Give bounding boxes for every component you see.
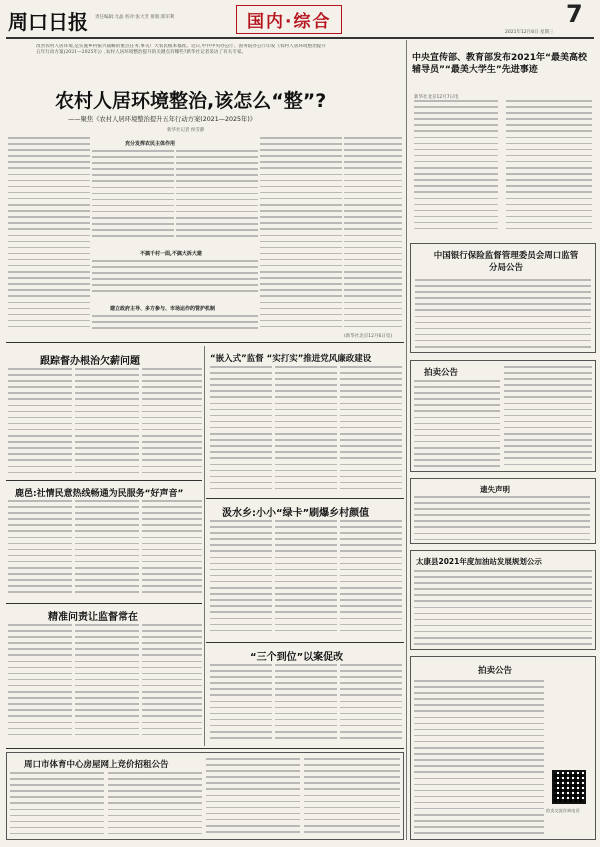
sports-body-4 — [304, 758, 400, 836]
lead-bottom-rule — [6, 342, 404, 343]
sports-body-3 — [206, 758, 300, 836]
lead-col-1 — [8, 137, 90, 333]
article-5-col-3 — [142, 624, 202, 744]
right-top-col-1 — [414, 100, 498, 235]
lead-col-4 — [260, 137, 342, 333]
article-5-col-2 — [75, 624, 139, 744]
taikang-body — [414, 570, 592, 646]
article-6-col-3 — [340, 664, 402, 744]
lead-col-5 — [344, 137, 402, 333]
auction1-body-1 — [414, 380, 500, 468]
lead-subhead-1: 充分发挥农民主体作用 — [125, 141, 176, 147]
section-title: 国内·综合 — [236, 5, 342, 34]
divider-a2 — [206, 498, 404, 499]
qr-code — [552, 770, 586, 804]
article-title-4: 汲水乡:小小“绿卡”刷爆乡村颜值 — [222, 508, 370, 519]
lost-body — [414, 496, 590, 542]
left-mid-divider — [204, 346, 205, 746]
lead-subtitle: ——聚焦《农村人居环境整治提升五年行动方案(2021—2025年)》 — [68, 116, 257, 123]
article-6-col-1 — [210, 664, 272, 744]
lead-col-2 — [92, 150, 174, 246]
article-3-col-2 — [75, 500, 139, 600]
masthead-meta: 责任编辑:尤晶 校对:张大芳 排版:郑军利 — [95, 15, 175, 20]
notice-banking-title: 中国银行保险监督管理委员会周口监管分局公告 — [433, 251, 579, 273]
divider-a3 — [6, 603, 202, 604]
article-2-col-1 — [210, 366, 272, 496]
article-1-col-2 — [75, 368, 139, 478]
divider-a1 — [6, 480, 202, 481]
divider-bottom-left — [6, 748, 404, 749]
lead-col-2b — [92, 260, 258, 300]
auction2-body — [414, 680, 544, 836]
article-1-col-1 — [8, 368, 72, 478]
lead-title: 农村人居环境整治,该怎么“整”? — [55, 90, 327, 112]
contacts-note: 拍卖交流咨询电话 — [546, 808, 580, 813]
lost-title: 遗失声明 — [480, 485, 510, 494]
lead-subhead-2: 不搞千村一面,不搞大拆大建 — [140, 251, 202, 257]
top-rule — [6, 37, 594, 39]
article-title-5: 精准问责让监督常在 — [48, 612, 138, 623]
article-4-col-2 — [275, 520, 337, 638]
divider-a4 — [206, 642, 404, 643]
article-3-col-3 — [142, 500, 202, 600]
page-number: 7 — [566, 0, 583, 28]
lead-source: (新华社北京12月6日电) — [344, 334, 393, 339]
auction2-title: 拍卖公告 — [478, 666, 513, 676]
masthead-date: 2021年12月8日 星期三 — [505, 30, 554, 35]
article-title-6: “三个到位”以案促改 — [250, 652, 344, 663]
notice-banking-body — [415, 279, 591, 351]
article-2-col-2 — [275, 366, 337, 496]
lead-subhead-3: 建立政府主导、多方参与、市场运作的管护机制 — [110, 306, 216, 312]
right-column-divider — [406, 40, 407, 840]
masthead-logo: 周口日报 — [8, 10, 88, 34]
article-title-1: 跟踪督办根治欠薪问题 — [40, 356, 140, 367]
right-top-title: 中央宣传部、教育部发布2021年“最美高校辅导员”“最美大学生”先进事迹 — [412, 53, 587, 75]
article-5-col-1 — [8, 624, 72, 744]
lead-byline: 新华社记者 侯雪静 — [167, 128, 205, 133]
right-top-col-2 — [506, 100, 592, 235]
article-2-col-3 — [340, 366, 402, 496]
lead-col-3 — [176, 150, 258, 246]
article-1-col-3 — [142, 368, 202, 478]
auction1-title: 拍卖公告 — [424, 368, 459, 378]
sports-body-2 — [108, 772, 202, 836]
sports-body-1 — [10, 772, 104, 836]
lead-intro: 改善农村人居环境,是实施乡村振兴战略的重点任务,事关广大农民根本福祉。近日,中共中央办公厅、国务院办公厅印发《农村人居环境整治提升五年行动方案(2021—2025年)》,农村人居环境整治提升的关键点有哪些?新华社记者采访了有关专家。 — [36, 44, 326, 55]
lead-col-2c — [92, 315, 258, 333]
taikang-title: 太康县2021年度加油站发展规划公示 — [416, 557, 542, 566]
sports-title: 周口市体育中心房屋网上竞价招租公告 — [24, 760, 169, 770]
article-title-2: “嵌入式”监督 “实打实”推进党风廉政建设 — [210, 354, 372, 364]
auction1-body-2 — [504, 366, 592, 468]
article-title-3: 鹿邑:社情民意热线畅通为民服务“好声音” — [15, 489, 184, 499]
article-3-col-1 — [8, 500, 72, 600]
article-4-col-3 — [340, 520, 402, 638]
right-top-dateline: 新华社北京12月7日电 — [414, 95, 459, 100]
article-4-col-1 — [210, 520, 272, 638]
article-6-col-2 — [275, 664, 337, 744]
